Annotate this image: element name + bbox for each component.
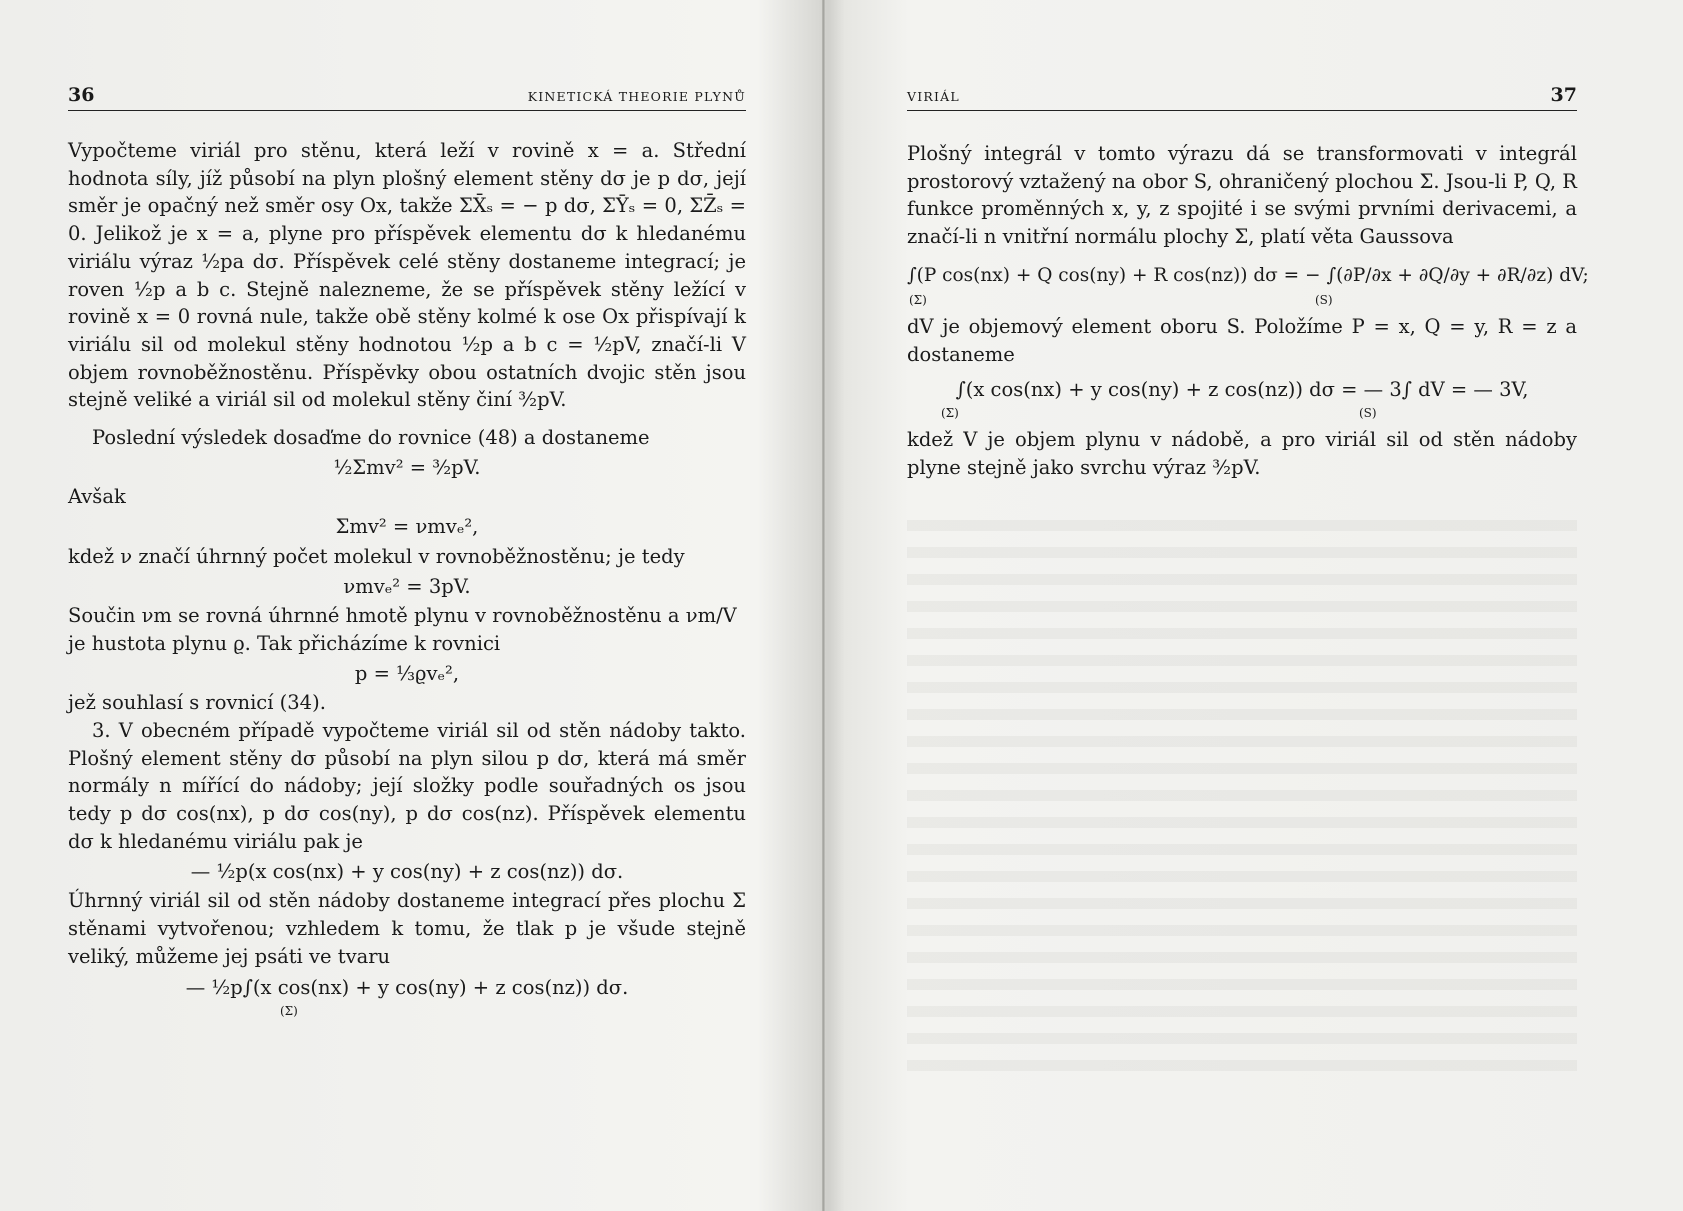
paragraph-substitute: Poslední výsledek dosaďme do rovnice (48) a dostaneme: [92, 426, 650, 450]
equation-element-contribution: — ½p(x cos(nx) + y cos(ny) + z cos(nz)) dσ.: [190, 859, 624, 883]
paragraph-surface-integral: Plošný integrál v tomto výrazu dá se transformovati v integrál prostorový vztažený na obor S, ohraničený plochou Σ. Jsou-li P, Q, R funkce proměnných x, y, z spojité i se svými prvními derivacemi, a značí-li n vnitřní normálu plochy Σ, platí věta Gaussova: [907, 142, 1577, 249]
paragraph-molecule-count: kdež ν značí úhrnný počet molekul v rovnoběžnostěnu; je tedy: [68, 544, 685, 568]
right-page-body: [907, 140, 1589, 481]
equation-gauss-theorem: ∫(P cos(nx) + Q cos(ny) + R cos(nz)) dσ = − ∫(∂P/∂x + ∂Q/∂y + ∂R/∂z) dV;: [907, 264, 1589, 286]
right-page-header: [907, 84, 1577, 111]
integral-domain-sigma-left: (Σ): [280, 1004, 298, 1019]
equation-nu-mv: νmvₑ² = 3pV.: [343, 574, 471, 598]
page-number-right: 37: [1550, 84, 1577, 106]
left-page-body: [68, 137, 746, 1018]
right-page: [825, 0, 1683, 1211]
equation-volume-result: ∫(x cos(nx) + y cos(ny) + z cos(nz)) dσ = — 3∫ dV = — 3V,: [955, 378, 1529, 402]
paragraph-total-virial: Úhrnný viriál sil od stěn nádoby dostaneme integrací přes plochu Σ stěnami vytvořenou; vzhledem k tomu, že tlak p je všude stejně veliký, můžeme jej psáti ve tvaru: [68, 889, 746, 968]
running-head-right: VIRIÁL: [907, 89, 960, 104]
paragraph-agrees: jež souhlasí s rovnicí (34).: [68, 691, 326, 715]
integral-domain-s-gauss: (S): [1315, 292, 1333, 307]
integral-domain-sigma-gauss: (Σ): [909, 292, 927, 307]
integral-domain-sigma-volume: (Σ): [941, 405, 959, 420]
paragraph-virial-wall: Vypočteme viriál pro stěnu, která leží v rovině x = a. Střední hodnota síly, jíž působí na plyn plošný element stěny dσ je p dσ, její směr je opačný než směr osy Ox, takže ΣX̄ₛ = − p dσ, ΣȲₛ = 0, ΣZ̄ₛ = 0. Jelikož je x = a, plyne pro příspěvek elementu dσ k hledanému viriálu výraz ½pa dσ. Příspěvek celé stěny dostaneme integrací; je roven ½p a b c. Stejně nalezneme, že se příspěvek stěny ležící v rovině x = 0 rovná nule, takže obě stěny kolmé k ose Ox přispívají k viriálu sil od molekul stěny hodnotou ½p a b c = ½pV, značí-li V objem rovnoběžnostěnu. Příspěvky obou ostatních dvojic stěn jsou stejně veliké a viriál sil od molekul stěny činí ³⁄₂pV.: [68, 139, 746, 412]
running-head-left: KINETICKÁ THEORIE PLYNŮ: [527, 89, 746, 104]
paragraph-density: je hustota plynu ϱ. Tak přicházíme k rovnici: [68, 631, 501, 655]
equation-sum-mv: Σmv² = νmvₑ²,: [335, 515, 479, 539]
paragraph-product-mass: Součin νm se rovná úhrnné hmotě plynu v rovnoběžnostěnu a νm/V: [68, 604, 737, 628]
paragraph-volume-element: dV je objemový element oboru S. Položíme P = x, Q = y, R = z a dostaneme: [907, 314, 1577, 366]
page-number-left: 36: [68, 84, 95, 106]
left-page: [0, 0, 822, 1211]
bleed-through-texture: [907, 520, 1577, 1080]
paragraph-conclusion: kdež V je objem plynu v nádobě, a pro viriál sil od stěn nádoby plyne stejně jako svrchu výraz ³⁄₂pV.: [907, 427, 1577, 479]
equation-total-integral: — ½p∫(x cos(nx) + y cos(ny) + z cos(nz)) dσ.: [185, 976, 629, 1000]
equation-half-sum: ½Σmv² = ³⁄₂pV.: [333, 455, 481, 479]
paragraph-general-case: 3. V obecném případě vypočteme viriál sil od stěn nádoby takto. Plošný element stěny dσ působí na plyn silou p dσ, která má směr normály n mířící do nádoby; její složky podle souřadných os jsou tedy p dσ cos(nx), p dσ cos(ny), p dσ cos(nz). Příspěvek elementu dσ k hledanému viriálu pak je: [68, 719, 746, 853]
paragraph-avsak: Avšak: [68, 485, 126, 509]
equation-pressure: p = ⅓ϱvₑ²,: [354, 661, 460, 685]
integral-domain-s-volume: (S): [1359, 405, 1377, 420]
left-page-header: [68, 84, 746, 111]
